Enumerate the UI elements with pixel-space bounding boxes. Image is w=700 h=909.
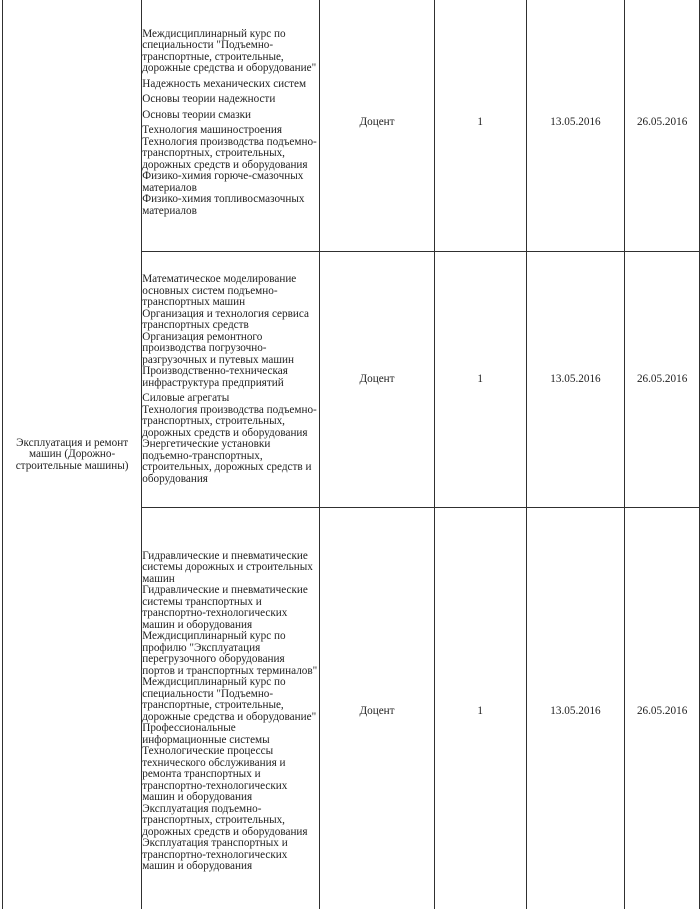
discipline-item: Организация и технология сервиса транспортных средств: [142, 307, 309, 331]
date-from-cell: 13.05.2016: [526, 252, 625, 508]
discipline-item: Физико-химия топливосмазочных материалов: [142, 193, 305, 217]
discipline-item: Профессиональные информационные системы: [142, 722, 270, 746]
date-to-cell: 26.05.2016: [625, 0, 700, 252]
discipline-item: Междисциплинарный курс по специальности "Подъемно-транспортные, строительные, дорожные средства и оборудование": [142, 676, 317, 723]
discipline-item: Производственно-техническая инфраструктура предприятий: [142, 365, 288, 389]
discipline-item: Надежность механических систем: [142, 77, 307, 90]
discipline-item: Силовые агрегаты: [142, 392, 230, 404]
discipline-item: Энергетические установки подъемно-транспортных, строительных, дорожных средств и оборудования: [142, 438, 312, 485]
discipline-item: Технология машиностроения: [142, 124, 283, 137]
discipline-item: Эксплуатация транспортных и транспортно-технологических машин и оборудования: [142, 837, 288, 872]
disciplines-cell: [142, 252, 320, 508]
discipline-item: Гидравлические и пневматические системы дорожных и строительных машин: [142, 549, 313, 585]
discipline-item: Технология производства подъемно-транспортных, строительных, дорожных средств и оборудования: [142, 135, 317, 171]
discipline-item: Междисциплинарный курс по профилю "Эксплуатация перегрузочного оборудования портов и транспортных терминалов": [142, 630, 318, 677]
discipline-item: Эксплуатация подъемно-транспортных, строительных, дорожных средств и оборудования: [142, 802, 308, 838]
discipline-item: Физико-химия горюче-смазочных материалов: [142, 170, 304, 194]
date-from-cell: 13.05.2016: [526, 0, 625, 252]
disciplines-cell: [142, 0, 320, 252]
position-cell: Доцент: [320, 508, 434, 909]
discipline-item: Организация ремонтного производства погрузочно-разгрузочных и путевых машин: [142, 330, 294, 366]
count-cell: 1: [434, 508, 526, 909]
date-from-cell: 13.05.2016: [526, 508, 625, 909]
staff-table: [2, 0, 700, 909]
discipline-item: Междисциплинарный курс по специальности "Подъемно-транспортные, строительные, дорожные средства и оборудование": [142, 27, 317, 75]
discipline-item: Технология производства подъемно-транспортных, строительных, дорожных средств и оборудования: [142, 403, 317, 439]
discipline-item: Технологические процессы технического обслуживания и ремонта транспортных и транспортно-технологических машин и оборудования: [142, 745, 288, 803]
date-to-cell: 26.05.2016: [625, 508, 700, 909]
position-cell: Доцент: [320, 252, 434, 508]
discipline-item: Основы теории надежности: [142, 93, 276, 106]
table-row: [3, 0, 700, 252]
specialty-cell: Эксплуатация и ремонт машин (Дорожно-строительные машины): [3, 0, 142, 909]
position-cell: Доцент: [320, 0, 434, 252]
disciplines-cell: [142, 508, 320, 909]
discipline-item: Математическое моделирование основных систем подъемно-транспортных машин: [142, 273, 297, 308]
discipline-item: Основы теории смазки: [142, 108, 252, 121]
date-to-cell: 26.05.2016: [625, 252, 700, 508]
count-cell: 1: [434, 0, 526, 252]
discipline-item: Гидравлические и пневматические системы транспортных и транспортно-технологических машин и оборудования: [142, 584, 308, 631]
count-cell: 1: [434, 252, 526, 508]
